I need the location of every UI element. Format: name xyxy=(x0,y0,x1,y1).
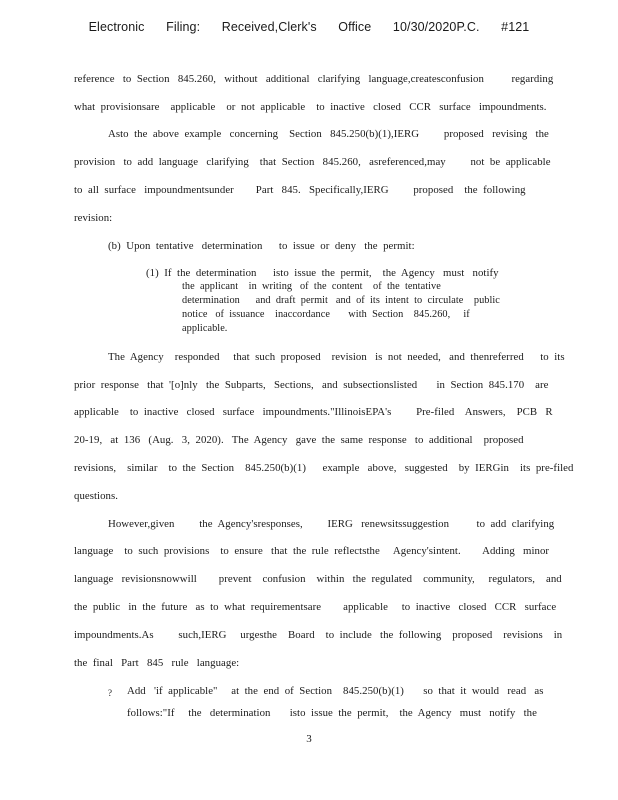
text-line: language to such provisions to ensure that the rule reflectsthe Agency'sintent. Adding minor xyxy=(74,545,550,557)
header-office: Office xyxy=(338,20,372,34)
text-line: language revisionsnowwill prevent confusion within the regulated community, regulators, and xyxy=(74,573,562,585)
bullet-icon: ? xyxy=(108,688,112,698)
header-date: 10/30/2020P.C. xyxy=(392,20,480,34)
page-number: 3 xyxy=(306,733,312,745)
text-line: However,given the Agency'sresponses, IERG renewsitssuggestion to add clarifying xyxy=(108,518,555,530)
header-electronic: Electronic xyxy=(88,20,145,34)
bullet-line: follows:"If the determination isto issue the permit, the Agency must notify the xyxy=(127,707,537,719)
text-line: prior response that '[o]nly the Subparts, Sections, and subsectionslisted in Section 845.170 are xyxy=(74,379,549,391)
text-line: revision: xyxy=(74,212,113,224)
text-line: revisions, similar to the Section 845.250(b)(1) example above, suggested by IERGin its pre-filed xyxy=(74,462,574,474)
header-received: Received,Clerk's xyxy=(221,20,317,34)
text-line: impoundments.As such,IERG urgesthe Board to include the following proposed revisions in xyxy=(74,629,563,641)
quote-line: (b) Upon tentative determination to issue or deny the permit: xyxy=(108,240,415,252)
text-line: The Agency responded that such proposed revision is not needed, and thenreferred to its xyxy=(108,351,565,363)
text-line: 20-19, at 136 (Aug. 3, 2020). The Agency gave the same response to additional proposed xyxy=(74,434,524,446)
text-line: reference to Section 845.260, without additional clarifying language,createsconfusion regarding xyxy=(74,73,554,85)
header-filing: Filing: xyxy=(166,20,201,34)
quote-line: the applicant in writing of the content of the tentative xyxy=(182,281,441,292)
bullet-line: Add 'if applicable" at the end of Section 845.250(b)(1) so that it would read as xyxy=(127,685,544,697)
text-line: to all surface impoundmentsunder Part 845. Specifically,IERG proposed the following xyxy=(74,184,526,196)
text-line: questions. xyxy=(74,490,118,502)
text-line: Asto the above example concerning Section 845.250(b)(1),IERG proposed revising the xyxy=(108,128,549,140)
text-line: the public in the future as to what requirementsare applicable to inactive closed CCR surface xyxy=(74,601,557,613)
text-line: provision to add language clarifying that Section 845.260, asreferenced,may not be applicable xyxy=(74,156,551,168)
quote-line: determination and draft permit and of its intent to circulate public xyxy=(182,295,500,306)
filing-header xyxy=(0,20,618,34)
quote-line: (1) If the determination isto issue the permit, the Agency must notify xyxy=(146,267,499,279)
text-line: what provisionsare applicable or not applicable to inactive closed CCR surface impoundments. xyxy=(74,101,547,113)
header-number: #121 xyxy=(501,20,530,34)
quote-line: applicable. xyxy=(182,323,228,334)
text-line: applicable to inactive closed surface impoundments."IllinoisEPA's Pre-filed Answers, PCB R xyxy=(74,406,553,418)
quote-line: notice of issuance inaccordance with Section 845.260, if xyxy=(182,309,470,320)
text-line: the final Part 845 rule language: xyxy=(74,657,240,669)
